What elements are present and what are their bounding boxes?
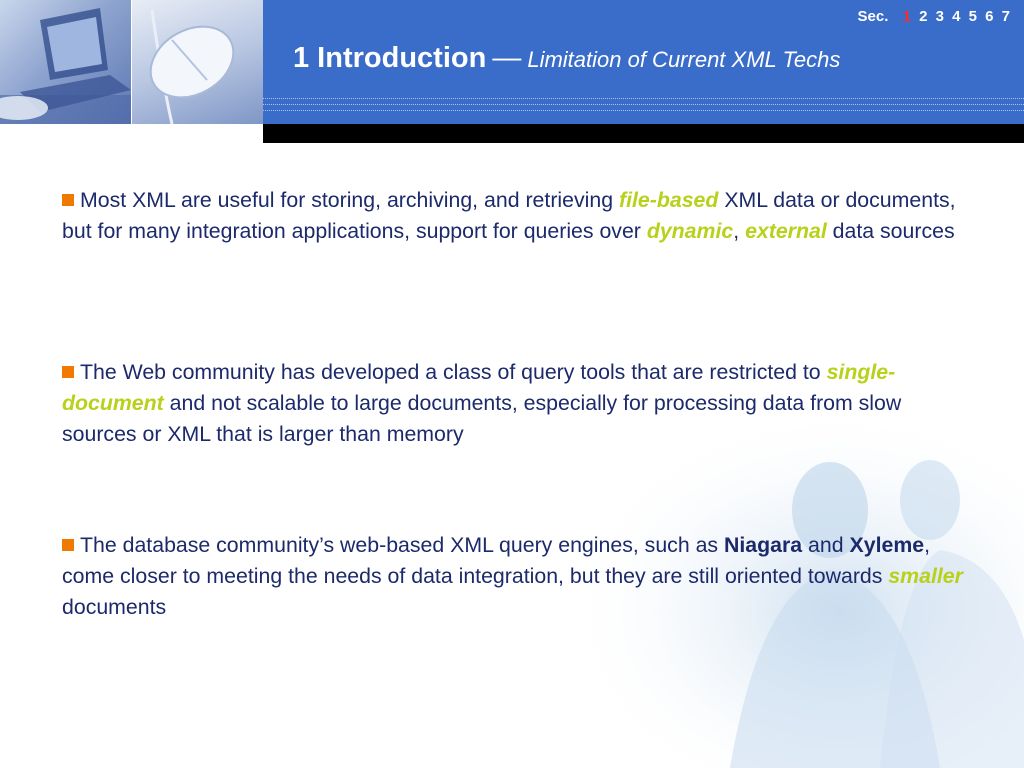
highlight-term: file-based: [618, 188, 719, 212]
slide-title: [293, 42, 840, 75]
bullet-text: and not scalable to large documents, especially for processing data from slow sources or XML that is larger than memory: [62, 391, 902, 446]
section-link-3[interactable]: 3: [935, 8, 944, 25]
section-link-1[interactable]: 1: [902, 8, 911, 25]
highlight-term: external: [745, 219, 827, 243]
bullet-text: data sources: [826, 219, 955, 243]
bullet-text: Most XML are useful for storing, archiving, and retrieving: [80, 188, 619, 212]
highlight-term: single-document: [62, 360, 896, 415]
laptop-photo: [0, 0, 131, 124]
bold-term: Xyleme: [849, 533, 925, 557]
dotted-divider: [263, 110, 1024, 111]
dotted-divider: [263, 104, 1024, 105]
dotted-divider: [263, 98, 1024, 99]
section-link-2[interactable]: 2: [919, 8, 928, 25]
bullet-text: documents: [62, 595, 167, 619]
bullet-text: The database community’s web-based XML query engines, such as: [80, 533, 724, 557]
header-black-bar: [263, 124, 1024, 143]
bullet-text: ,: [733, 219, 746, 243]
slide-title-dash: —: [492, 42, 522, 74]
bullet-square-icon: [62, 539, 74, 551]
slide-title-main: 1 Introduction: [293, 42, 487, 74]
slide-subtitle: Limitation of Current XML Techs: [527, 47, 841, 72]
highlight-term: smaller: [888, 564, 963, 588]
bullet-point-1: [62, 185, 972, 247]
section-navigation: [854, 8, 1010, 25]
mouse-photo: [132, 0, 263, 124]
bullet-text: , come closer to meeting the needs of data integration, but they are still oriented towards: [62, 533, 931, 588]
highlight-term: dynamic: [646, 219, 734, 243]
section-link-7[interactable]: 7: [1001, 8, 1010, 25]
bullet-square-icon: [62, 194, 74, 206]
bullet-text: The Web community has developed a class of query tools that are restricted to: [80, 360, 827, 384]
bullet-point-2: [62, 357, 972, 450]
bullet-text: and: [802, 533, 850, 557]
bullet-text: XML data or documents, but for many integration applications, support for queries over: [62, 188, 956, 243]
slide-header: [0, 0, 1024, 143]
section-link-5[interactable]: 5: [968, 8, 977, 25]
section-link-4[interactable]: 4: [952, 8, 961, 25]
bold-term: Niagara: [724, 533, 803, 557]
bullet-point-3: [62, 530, 972, 623]
section-label: Sec.: [857, 8, 889, 25]
section-link-6[interactable]: 6: [985, 8, 994, 25]
bullet-square-icon: [62, 366, 74, 378]
